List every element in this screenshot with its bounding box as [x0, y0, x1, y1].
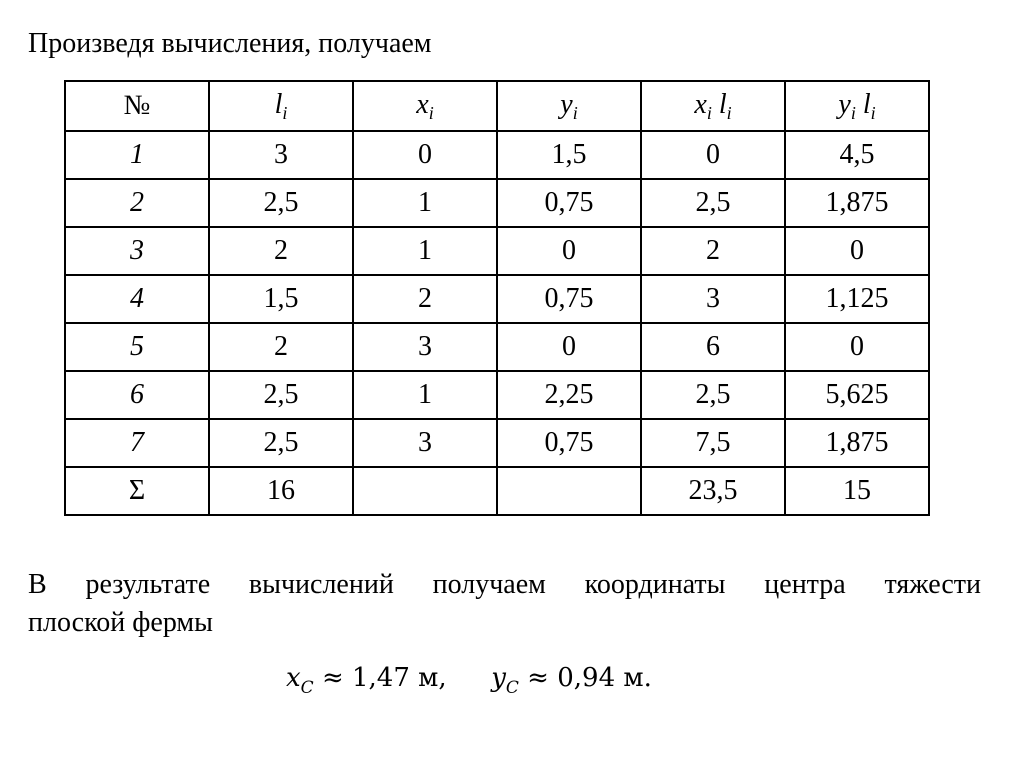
cell-l: 2 [209, 323, 353, 371]
cell-xl: 2,5 [641, 179, 785, 227]
table-row [65, 323, 929, 371]
cell-yl: 1,125 [785, 275, 929, 323]
row-number: 3 [65, 227, 209, 275]
header-l: $l_i$ [209, 81, 353, 131]
cell-x: 2 [353, 275, 497, 323]
yc-value: ≈ 0,94 м. [527, 663, 652, 693]
cell-l: 2,5 [209, 179, 353, 227]
cell-y: 0 [497, 323, 641, 371]
cell-x: 1 [353, 371, 497, 419]
cell-yl: 4,5 [785, 131, 929, 179]
cell-y: 2,25 [497, 371, 641, 419]
sum-symbol: Σ [65, 467, 209, 515]
xc-variable: x [286, 663, 301, 693]
header-yl: $y_i$ $l_i$ [785, 81, 929, 131]
cell-l: 2 [209, 227, 353, 275]
row-number: 4 [65, 275, 209, 323]
cell-x: 1 [353, 179, 497, 227]
xc-subscript: C [300, 678, 314, 698]
row-number: 1 [65, 131, 209, 179]
header-x: $x_i$ [353, 81, 497, 131]
conclusion-line-1: В результате вычислений получаем координаты центра тяжести [28, 569, 981, 600]
row-number: 7 [65, 419, 209, 467]
cell-xl: 0 [641, 131, 785, 179]
cell-l: 1,5 [209, 275, 353, 323]
header-number: № [65, 81, 209, 131]
xc-value: ≈ 1,47 м, [321, 663, 447, 693]
cell-xl: 2 [641, 227, 785, 275]
cell-l: 2,5 [209, 419, 353, 467]
conclusion-paragraph [28, 566, 981, 642]
cell-y: 0 [497, 227, 641, 275]
table-row [65, 275, 929, 323]
cell-l: 2,5 [209, 371, 353, 419]
row-number: 5 [65, 323, 209, 371]
cell-yl: 5,625 [785, 371, 929, 419]
header-y: $y_i$ [497, 81, 641, 131]
table-row [65, 179, 929, 227]
cell-y: 1,5 [497, 131, 641, 179]
cell-xl: 7,5 [641, 419, 785, 467]
cell-x: 0 [353, 131, 497, 179]
cell-xl: 6 [641, 323, 785, 371]
cell-yl: 0 [785, 227, 929, 275]
cell-x: 3 [353, 323, 497, 371]
table-header-row [65, 81, 929, 131]
table-row [65, 227, 929, 275]
sum-l: 16 [209, 467, 353, 515]
sum-y [497, 467, 641, 515]
row-number: 2 [65, 179, 209, 227]
sum-x [353, 467, 497, 515]
cell-yl: 1,875 [785, 419, 929, 467]
table-sum-row [65, 467, 929, 515]
sum-xl: 23,5 [641, 467, 785, 515]
row-number: 6 [65, 371, 209, 419]
cell-l: 3 [209, 131, 353, 179]
cell-xl: 2,5 [641, 371, 785, 419]
cell-yl: 0 [785, 323, 929, 371]
header-xl: $x_i$ $l_i$ [641, 81, 785, 131]
cell-y: 0,75 [497, 275, 641, 323]
cell-yl: 1,875 [785, 179, 929, 227]
table-row [65, 371, 929, 419]
cell-x: 1 [353, 227, 497, 275]
intro-text: Произведя вычисления, получаем [28, 28, 432, 59]
conclusion-line-2: плоской фермы [28, 607, 213, 638]
cell-y: 0,75 [497, 419, 641, 467]
yc-subscript: C [505, 678, 519, 698]
cell-y: 0,75 [497, 179, 641, 227]
result-formula [286, 658, 652, 708]
cell-x: 3 [353, 419, 497, 467]
sum-yl: 15 [785, 467, 929, 515]
table-row [65, 131, 929, 179]
cell-xl: 3 [641, 275, 785, 323]
table-row [65, 419, 929, 467]
yc-variable: y [491, 663, 506, 693]
calculation-table [64, 80, 930, 516]
